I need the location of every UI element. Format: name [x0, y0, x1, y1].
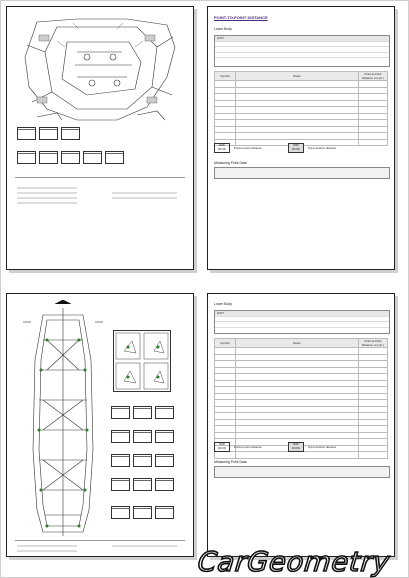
label-cell — [111, 506, 130, 519]
header-symbol: Symbol — [215, 339, 236, 348]
point-to-point-caption: Point-to-point distance — [234, 146, 262, 150]
legend-buttons — [214, 143, 336, 153]
label-cell — [61, 151, 80, 164]
legend-divider — [15, 540, 185, 541]
top-to-bottom-legend-box: 0000 (00.00) — [288, 442, 304, 452]
label-cell — [155, 478, 174, 491]
diagram-label-row-2 — [17, 151, 127, 164]
label-cell — [155, 430, 174, 443]
label-cell — [111, 406, 130, 419]
rear-body-illustration — [17, 17, 179, 122]
point-to-point-legend-box: 0000 (00.00) — [214, 442, 230, 452]
detail-view-box — [113, 330, 171, 392]
diagram-label-row-7 — [111, 506, 177, 519]
section-heading: Lower Body — [214, 27, 232, 31]
detail-illustration — [114, 331, 170, 391]
header-name: Name — [236, 339, 359, 348]
rear-body-diagram — [17, 17, 179, 122]
label-cell — [133, 506, 152, 519]
label-cell — [111, 430, 130, 443]
hint-line — [215, 57, 389, 62]
hint-box — [214, 310, 390, 334]
hint-heading: HINT: — [215, 36, 389, 41]
label-cell — [133, 406, 152, 419]
label-cell — [133, 478, 152, 491]
point-to-point-caption: Point-to-point distance — [234, 445, 262, 449]
legend-buttons — [214, 442, 336, 452]
diagram-label-row-4 — [111, 430, 177, 443]
section-heading: Lower Body — [214, 302, 232, 306]
distance-table — [214, 71, 388, 146]
point-to-point-legend-box: 0000 (00.00) — [214, 143, 230, 153]
header-name: Name — [236, 72, 359, 81]
page-title: POINT-TO-POINT DISTANCE — [214, 15, 268, 20]
table-header-row — [215, 339, 388, 348]
hint-heading: HINT: — [215, 311, 389, 316]
label-cell — [133, 430, 152, 443]
measuring-point-heading: Measuring Point Data — [214, 460, 247, 464]
measuring-point-heading: Measuring Point Data — [214, 161, 247, 165]
label-cell — [17, 127, 36, 140]
brand-logo: CarGeometry — [196, 547, 392, 578]
top-to-bottom-caption: Top-to-bottom distance — [307, 445, 337, 449]
label-cell — [39, 151, 58, 164]
measuring-point-bar — [214, 167, 390, 179]
underbody-diagram — [13, 300, 113, 540]
label-cell — [133, 454, 152, 467]
hint-box — [214, 35, 390, 67]
top-to-bottom-legend-box: 0000 (00.00) — [288, 143, 304, 153]
legend-lines — [17, 185, 185, 207]
page-top-right-table — [207, 6, 395, 270]
table-row — [215, 452, 388, 459]
page-top-left-diagram — [6, 6, 194, 270]
page-bottom-left-diagram — [6, 293, 194, 557]
label-cell — [105, 151, 124, 164]
top-to-bottom-caption: Top-to-bottom distance — [307, 146, 337, 150]
label-cell — [83, 151, 102, 164]
label-cell — [111, 454, 130, 467]
header-distance: Point-to-Point Distance mm (in.) — [359, 339, 388, 348]
header-symbol: Symbol — [215, 72, 236, 81]
hint-line — [215, 327, 389, 332]
diagram-label-row-3 — [111, 406, 177, 419]
diagram-label-row-1 — [17, 127, 83, 140]
label-cell — [39, 127, 58, 140]
label-cell — [155, 454, 174, 467]
legend-divider — [15, 177, 185, 178]
legend-lines — [17, 543, 185, 553]
label-cell — [155, 406, 174, 419]
label-cell — [155, 506, 174, 519]
table-header-row — [215, 72, 388, 81]
diagram-label-row-6 — [111, 478, 177, 491]
label-cell — [61, 127, 80, 140]
diagram-label-row-5 — [111, 454, 177, 467]
header-distance: Point-to-Point Distance mm (in.) — [359, 72, 388, 81]
distance-table — [214, 338, 388, 459]
measuring-point-bar — [214, 466, 390, 478]
label-cell — [17, 151, 36, 164]
page-bottom-right-table — [207, 293, 395, 557]
label-cell — [111, 478, 130, 491]
